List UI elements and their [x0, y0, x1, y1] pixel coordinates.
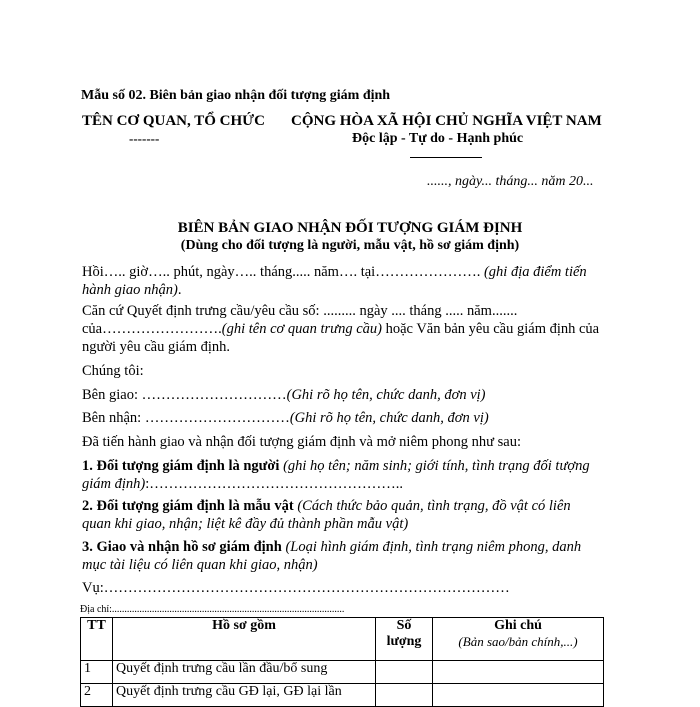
row-tt: 1 — [81, 661, 113, 684]
basis-request-text: hoặc Văn bản yêu cầu giám định của — [381, 321, 600, 337]
basis-line-1: Căn cứ Quyết định trưng cầu/yêu cầu số: ......... ngày .... tháng ..... năm....... — [82, 303, 518, 319]
section-2-note: (Cách thức bảo quản, tình trạng, đồ vật có liên quan khi giao, nhận; liệt kê đầy đủ thành phần mẫu vật) — [82, 498, 571, 532]
time-place-note: (ghi địa điểm tiến hành giao nhận) — [82, 264, 587, 298]
handover-party-label: Bên giao: ………………………… — [82, 387, 287, 403]
section-1-dots: :…………………………………………….. — [145, 476, 404, 492]
document-title: BIÊN BẢN GIAO NHẬN ĐỐI TƯỢNG GIÁM ĐỊNH — [177, 220, 523, 236]
row-quantity — [376, 684, 433, 707]
participants-label: Chúng tôi: — [82, 363, 144, 379]
motto-underline — [410, 157, 482, 158]
form-number: Mẫu số 02. Biên bản giao nhận đối tượng giám định — [81, 88, 391, 103]
header-notes — [433, 618, 604, 661]
basis-agency-dots: của……………………. — [82, 321, 222, 337]
intro-statement: Đã tiến hành giao và nhận đối tượng giám định và mở niêm phong như sau: — [82, 434, 521, 450]
table-row — [81, 684, 604, 707]
national-motto: Độc lập - Tự do - Hạnh phúc — [352, 131, 524, 146]
section-2 — [82, 497, 602, 533]
section-1-title: 1. Đối tượng giám định là người — [82, 458, 280, 474]
agency-name: TÊN CƠ QUAN, TỔ CHỨC — [82, 113, 265, 129]
time-place-paragraph — [82, 263, 602, 299]
section-3-title: 3. Giao và nhận hồ sơ giám định — [82, 539, 282, 555]
header-dossier: Hồ sơ gồm — [113, 618, 376, 661]
time-place-end: . — [177, 282, 182, 298]
handover-party — [82, 386, 602, 404]
header-notes-sub: (Bản sao/bản chính,...) — [458, 634, 578, 649]
row-tt: 2 — [81, 684, 113, 707]
row-dossier: Quyết định trưng cầu GĐ lại, GĐ lại lần — [113, 684, 376, 707]
dateline: ......, ngày... tháng... năm 20... — [427, 174, 594, 189]
document-subtitle: (Dùng cho đối tượng là người, mẫu vật, hồ sơ giám định) — [180, 238, 520, 253]
receiving-party — [82, 409, 602, 427]
basis-agency-note: (ghi tên cơ quan trưng cầu) — [221, 321, 382, 337]
header-notes-label: Ghi chú — [494, 618, 542, 633]
section-3-note: (Loại hình giám định, tình trạng niêm phong, danh mục tài liệu có liên quan khi giao, nhận) — [82, 539, 582, 573]
row-quantity — [376, 661, 433, 684]
address-line: Địa chỉ:............................................................................................. — [80, 604, 345, 615]
dossier-table — [80, 617, 604, 707]
time-place-text: Hồi….. giờ….. phút, ngày….. tháng..... năm…. tại…………………. — [82, 264, 484, 280]
row-notes — [433, 684, 604, 707]
section-3 — [82, 538, 602, 574]
basis-line-2 — [82, 320, 602, 338]
section-1-note: (ghi họ tên; năm sinh; giới tính, tình trạng đối tượng giám định) — [82, 458, 590, 492]
agency-divider: ------- — [129, 131, 160, 146]
table-row — [81, 661, 604, 684]
row-notes — [433, 661, 604, 684]
row-dossier: Quyết định trưng cầu lần đầu/bổ sung — [113, 661, 376, 684]
table-header-row — [81, 618, 604, 661]
handover-party-note: (Ghi rõ họ tên, chức danh, đơn vị) — [286, 387, 486, 403]
basis-line-3: người yêu cầu giám định. — [82, 339, 231, 355]
section-2-title: 2. Đối tượng giám định là mẫu vật — [82, 498, 294, 514]
header-tt: TT — [81, 618, 113, 661]
receiving-party-note: (Ghi rõ họ tên, chức danh, đơn vị) — [289, 410, 489, 426]
header-quantity: Số lượng — [376, 618, 433, 661]
national-title: CỘNG HÒA XÃ HỘI CHỦ NGHĨA VIỆT NAM — [291, 113, 602, 129]
case-line: Vụ:………………………………………………………………………… — [82, 580, 510, 596]
section-1 — [82, 457, 602, 493]
receiving-party-label: Bên nhận: ………………………… — [82, 410, 290, 426]
